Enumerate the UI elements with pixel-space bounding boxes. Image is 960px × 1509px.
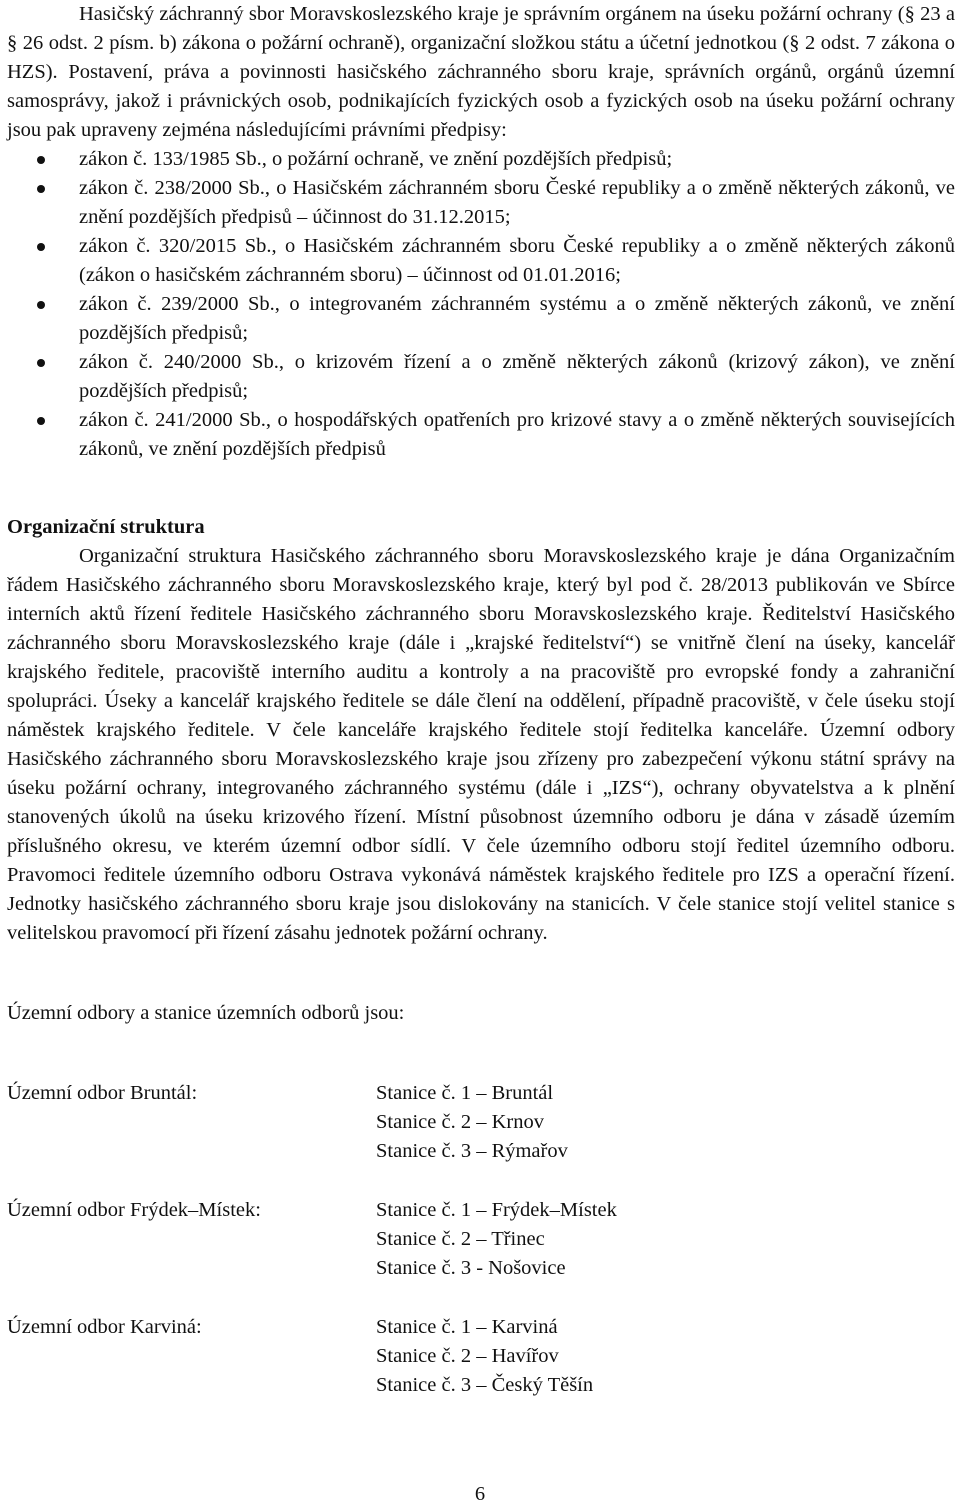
intro-paragraph: Hasičský záchranný sbor Moravskoslezského kraje je správním orgánem na úseku požární ochrany (§ 23 a § 26 odst. 2 písm. b) zákona o požární ochraně), organizační složkou státu a účetní jednotkou (§ 2 odst. 7 zákona o HZS). Postavení, práva a povinnosti hasičského záchranného sboru kraje, správních orgánů, orgánů územní samosprávy, jakož i právnických osob, podnikajících fyzických osob a fyzických osob na úseku požární ochrany jsou pak upraveny zejména následujícími právními předpisy: [7,3,955,141]
districts-heading: Územní odbory a stanice územních odborů jsou: [7,1002,405,1024]
law-text: zákon č. 241/2000 Sb., o hospodářských opatřeních pro krizové stavy a o změně některých souvisejících zákonů, ve znění pozdějších předpisů [79,409,955,460]
station-list [376,1079,568,1166]
org-structure-paragraph: Organizační struktura Hasičského záchranného sboru Moravskoslezského kraje je dána Organizačním řádem Hasičského záchranného sboru Moravskoslezského kraje, který byl pod č. 28/2013 publikován ve Sbírce interních aktů řízení ředitele Hasičského záchranného sboru Moravskoslezského kraje. Ředitelství Hasičského záchranného sboru Moravskoslezského kraje (dále i „krajské ředitelství“) se vnitřně člení na úseky, kancelář krajského ředitele, pracoviště interního auditu a kontroly a na pracoviště pro evropské fondy a zahraniční spolupráci. Úseky a kancelář krajského ředitele se dále člení na oddělení, případně pracoviště, v čele úseku stojí náměstek krajského ředitele. V čele kanceláře krajského ředitele stojí ředitelka kanceláře. Územní odbory Hasičského záchranného sboru Moravskoslezského kraje jsou zřízeny pro zabezpečení výkonu státní správy na úseku požární ochrany, integrovaného záchranného systému (dále i „IZS“), ochrany obyvatelstva a k plnění stanovených úkolů na úseku krizového řízení. Místní působnost územního odboru je dána v zásadě územím příslušného okresu, ve kterém územní odbor sídlí. V čele územního odboru stojí ředitel územního odboru. Pravomoci ředitele územního odboru Ostrava vykonává náměstek krajského ředitele pro IZS a operační řízení. Jednotky hasičského záchranného sboru kraje jsou dislokovány na stanicích. V čele stanice stojí velitel stanice s velitelskou pravomocí při řízení zásahu jednotek požární ochrany. [7,545,955,944]
law-list [7,145,955,464]
page-number: 6 [474,1483,486,1505]
district-name: Územní odbor Frýdek–Místek: [7,1199,261,1221]
bullet-icon [37,417,45,425]
law-text: zákon č. 238/2000 Sb., o Hasičském záchranném sboru České republiky a o změně některých zákonů, ve znění pozdějších předpisů – účinnost do 31.12.2015; [79,177,955,228]
district-karvina [7,1313,955,1400]
law-text: zákon č. 239/2000 Sb., o integrovaném záchranném systému a o změně některých zákonů, ve znění pozdějších předpisů; [79,293,955,344]
district-frydek-mistek [7,1196,955,1283]
district-bruntal [7,1079,955,1166]
station-item: Stanice č. 3 – Český Těšín [376,1374,594,1396]
law-text: zákon č. 320/2015 Sb., o Hasičském záchranném sboru České republiky a o změně některých zákonů (zákon o hasičském záchranném sboru) – účinnost od 01.01.2016; [79,235,955,286]
law-item [7,232,955,290]
bullet-icon [37,301,45,309]
document-page [7,0,955,1400]
bullet-icon [37,243,45,251]
law-item [7,145,955,174]
station-item: Stanice č. 1 – Bruntál [376,1082,554,1104]
district-name: Územní odbor Karviná: [7,1316,202,1338]
law-text: zákon č. 133/1985 Sb., o požární ochraně, ve znění pozdějších předpisů; [79,148,673,170]
bullet-icon [37,156,45,164]
station-item: Stanice č. 3 - Nošovice [376,1257,566,1279]
bullet-icon [37,359,45,367]
station-item: Stanice č. 2 – Krnov [376,1111,544,1133]
law-item [7,406,955,464]
law-text: zákon č. 240/2000 Sb., o krizovém řízení a o změně některých zákonů (krizový zákon), ve znění pozdějších předpisů; [79,351,955,402]
station-item: Stanice č. 1 – Frýdek–Místek [376,1199,617,1221]
station-item: Stanice č. 1 – Karviná [376,1316,558,1338]
station-item: Stanice č. 2 – Třinec [376,1228,545,1250]
bullet-icon [37,185,45,193]
station-list [376,1196,617,1283]
law-item [7,290,955,348]
station-item: Stanice č. 3 – Rýmařov [376,1140,568,1162]
law-item [7,348,955,406]
station-item: Stanice č. 2 – Havířov [376,1345,559,1367]
section-heading: Organizační struktura [7,516,205,538]
district-name: Územní odbor Bruntál: [7,1082,198,1104]
law-item [7,174,955,232]
station-list [376,1313,593,1400]
